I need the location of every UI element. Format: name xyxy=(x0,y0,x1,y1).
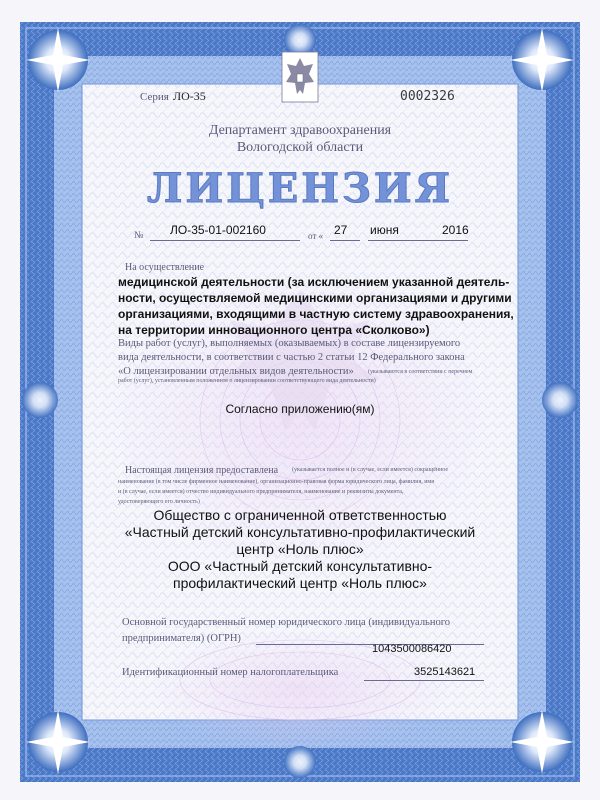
grantee-note: наименование (в том числе фирменное наименование), организационно-правовая форма юридического лица, фамилия, имя xyxy=(118,479,434,485)
grantee-short-name-line: ООО «Частный детский консультативно- xyxy=(167,558,433,574)
inn-label: Идентификационный номер налогоплательщика xyxy=(122,667,339,678)
date-month: июня xyxy=(370,223,399,237)
ogrn-value: 1043500086420 xyxy=(372,643,452,655)
series-label: Серия xyxy=(140,91,169,103)
activity-line: медицинской деятельности (за исключением указанной деятель- xyxy=(118,275,510,289)
works-note-line2: работ (услуг), установленным положением о лицензировании соответствующего вида деятельности) xyxy=(118,378,376,384)
works-line: «О лицензировании отдельных видов деятельности» xyxy=(118,366,354,377)
issuer-line1: Департамент здравоохранения xyxy=(208,123,392,138)
grantee-label: Настоящая лицензия предоставлена xyxy=(125,465,279,476)
grantee-name-line: центр «Ноль плюс» xyxy=(236,541,364,557)
activity-line: ности, осуществляемой медицинскими организациями и другими xyxy=(118,291,512,305)
activity-label: На осуществление xyxy=(125,262,205,273)
activity-line: на территории инновационного центра «Сколково») xyxy=(118,323,430,337)
date-from-label: от « xyxy=(308,231,324,241)
license-number: ЛО-35-01-002160 xyxy=(170,223,266,237)
inn-value: 3525143621 xyxy=(414,666,476,678)
ogrn-label-line1: Основной государственный номер юридического лица (индивидуального xyxy=(122,617,451,628)
grantee-short-name-line: профилактический центр «Ноль плюс» xyxy=(173,575,427,591)
series-value: ЛО-35 xyxy=(173,89,206,103)
page-title: ЛИЦЕНЗИЯ xyxy=(146,165,453,212)
grantee-note: удостоверяющего его личность) xyxy=(118,499,200,505)
grantee-note: (указывается полное и (в случае, если имеется) сокращённое xyxy=(292,467,449,473)
works-line: Виды работ (услуг), выполняемых (оказываемых) в составе лицензируемого xyxy=(118,338,461,349)
date-year: 2016 xyxy=(442,223,469,237)
works-value: Согласно приложению(ям) xyxy=(225,402,375,416)
number-label: № xyxy=(134,230,144,241)
works-note: (указываются в соответствии с перечнем xyxy=(368,369,473,375)
grantee-note: и (в случае, если имеется) отчество индивидуального предпринимателя, наименование и реквизиты документа, xyxy=(118,489,404,495)
grantee-name-line: «Частный детский консультативно-профилактический xyxy=(124,524,476,540)
date-day: 27 xyxy=(334,223,348,237)
activity-line: организациями, входящими в частную систему здравоохранения, xyxy=(118,307,514,321)
grantee-name-line: Общество с ограниченной ответственностью xyxy=(153,507,447,523)
works-line: вида деятельности, в соответствии с частью 2 статьи 12 Федерального закона xyxy=(118,352,465,363)
ogrn-label-line2: предпринимателя) (ОГРН) xyxy=(122,633,241,644)
form-number: 0002326 xyxy=(400,89,455,104)
issuer-line2: Вологодской области xyxy=(236,140,364,155)
coat-of-arms-icon xyxy=(282,52,318,102)
